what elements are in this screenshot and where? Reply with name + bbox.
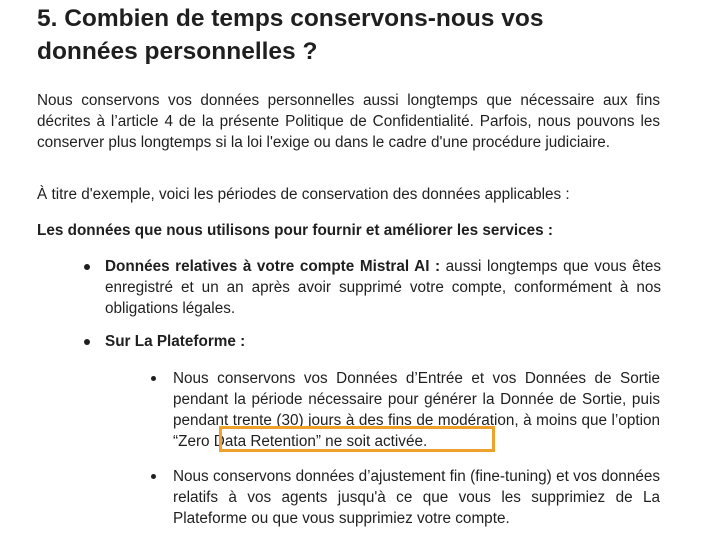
zero-data-retention-highlight-text: “Zero Data Retention” ne soit activée. <box>173 433 428 450</box>
sub-list-item-fine-tuning-data: Nous conservons données d’ajustement fin (fine-tuning) et vos données relatifs à vos agents jusqu'à ce que vous les supprimiez de La Plateforme ou que vous supprimiez votre compte. <box>173 468 660 527</box>
list-item-text: aussi longtemps que vous êtes enregistré et un an après avoir supprimé votre compte, conformément à nos obligations légales. <box>105 258 661 317</box>
sub-list-item-text: Nous conservons vos Données d’Entrée et vos Données de Sortie pendant la période nécessaire pour générer la Donnée de Sortie, puis pendant trente (30) jours à des fins de modération, à moins que l’option <box>173 370 660 429</box>
section-heading <box>37 2 677 68</box>
section-heading-line1: 5. Combien de temps conservons-nous vos <box>37 5 544 32</box>
list-item-account-data <box>105 256 661 319</box>
sub-list-item-input-output-data <box>173 368 660 452</box>
bullet-dot <box>84 339 90 345</box>
list-item-bold-label: Données relatives à votre compte Mistral AI : <box>105 258 441 275</box>
retention-example-paragraph: À titre d'exemple, voici les périodes de conservation des données applicables : <box>37 186 570 203</box>
bullet-dot <box>84 264 90 270</box>
list-item-la-plateforme <box>105 331 661 352</box>
retention-intro-paragraph: Nous conservons vos données personnelles aussi longtemps que nécessaire aux fins décrites à l’article 4 de la présente Politique de Confidentialité. Parfois, nous pouvons les conserver plus longtemps si la loi l'exige ou dans le cadre d'une procédure judiciaire. <box>37 92 660 151</box>
list-item-bold-label: Sur La Plateforme : <box>105 333 246 350</box>
services-subheading: Les données que nous utilisons pour fournir et améliorer les services : <box>37 222 553 239</box>
sub-bullet-dot <box>151 474 156 479</box>
section-heading-line2: données personnelles ? <box>37 38 318 65</box>
sub-bullet-dot <box>151 376 156 381</box>
